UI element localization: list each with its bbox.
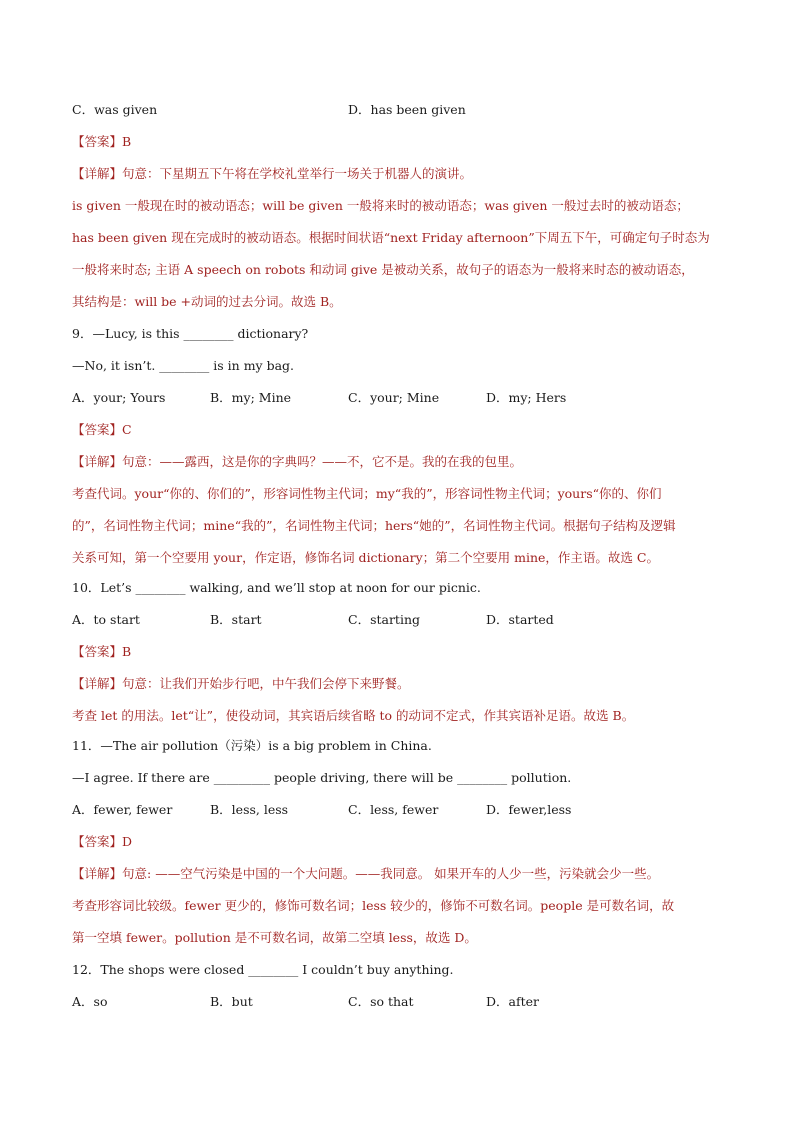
- q9-stem-2: —No, it isn’t. ________ is in my bag.: [72, 358, 295, 373]
- q12-option-b: B．but: [210, 994, 253, 1009]
- q8-option-c: C．was given: [72, 102, 158, 117]
- q11-stem-1: 11．—The air pollution（污染）is a big problem in China.: [72, 738, 432, 753]
- q10-stem-1: 10．Let’s ________ walking, and we’ll stop at noon for our picnic.: [72, 580, 481, 595]
- detail-lead: 句意：下星期五下午将在学校礼堂举行一场关于机器人的演讲。: [122, 166, 473, 181]
- q9-answer: [72, 422, 132, 438]
- q12-option-c: C．so that: [348, 994, 414, 1009]
- q11-stem-2: —I agree. If there are _________ people driving, there will be ________ pollution.: [72, 770, 572, 785]
- q10-option-c: C．starting: [348, 612, 421, 627]
- q11-option-a: A．fewer, fewer: [72, 802, 173, 817]
- q9-stem-1: 9．—Lucy, is this ________ dictionary?: [72, 326, 309, 341]
- answer-value: B: [122, 134, 132, 149]
- detail-tag: 【详解】: [72, 866, 123, 881]
- q10-option-d: D．started: [486, 612, 554, 627]
- q11-expl-line-1: 考查形容词比较级。fewer 更少的，修饰可数名词；less 较少的，修饰不可数名词。people 是可数名词，故: [72, 898, 675, 913]
- answer-tag: 【答案】: [72, 644, 123, 659]
- q10-detail: [72, 676, 410, 692]
- answer-value: C: [122, 422, 132, 437]
- q12-option-a: A．so: [72, 994, 108, 1009]
- q9-expl-line-3: 关系可知，第一个空要用 your，作定语，修饰名词 dictionary；第二个空要用 mine，作主语。故选 C。: [72, 550, 659, 565]
- detail-tag: 【详解】: [72, 454, 123, 469]
- q11-expl-line-2: 第一空填 fewer。pollution 是不可数名词，故第二空填 less，故选 D。: [72, 930, 477, 945]
- answer-tag: 【答案】: [72, 134, 123, 149]
- q12-stem-1: 12．The shops were closed ________ I couldn’t buy anything.: [72, 962, 454, 977]
- q10-expl-line-1: 考查 let 的用法。let“让”，使役动词，其宾语后续省略 to 的动词不定式，作其宾语补足语。故选 B。: [72, 708, 635, 723]
- q11-option-b: B．less, less: [210, 802, 289, 817]
- q11-detail: [72, 866, 659, 882]
- q8-expl-line-2: has been given 现在完成时的被动语态。根据时间状语“next Friday afternoon”下周五下午，可确定句子时态为: [72, 230, 710, 245]
- q9-option-c: C．your; Mine: [348, 390, 440, 405]
- detail-lead: 句意：——露西，这是你的字典吗？——不，它不是。我的在我的包里。: [122, 454, 523, 469]
- detail-tag: 【详解】: [72, 166, 123, 181]
- q9-expl-line-2: 的”，名词性物主代词；mine“我的”，名词性物主代词；hers“她的”，名词性物主代词。根据句子结构及逻辑: [72, 518, 676, 533]
- detail-lead: 句意：让我们开始步行吧，中午我们会停下来野餐。: [122, 676, 410, 691]
- detail-lead: 句意: ——空气污染是中国的一个大问题。——我同意。 如果开车的人少一些，污染就会少一些。: [122, 866, 660, 881]
- q11-answer: [72, 834, 132, 850]
- q12-option-d: D．after: [486, 994, 539, 1009]
- q11-option-c: C．less, fewer: [348, 802, 439, 817]
- q9-option-b: B．my; Mine: [210, 390, 292, 405]
- q8-expl-line-1: is given 一般现在时的被动语态；will be given 一般将来时的被动语态；was given 一般过去时的被动语态；: [72, 198, 689, 213]
- detail-tag: 【详解】: [72, 676, 123, 691]
- q9-detail: [72, 454, 522, 470]
- q10-answer: [72, 644, 131, 660]
- q8-expl-line-3: 一般将来时态; 主语 A speech on robots 和动词 give 是被动关系，故句子的语态为一般将来时态的被动语态，: [72, 262, 694, 277]
- q10-option-a: A．to start: [72, 612, 140, 627]
- answer-tag: 【答案】: [72, 834, 123, 849]
- answer-value: D: [122, 834, 133, 849]
- q10-option-b: B．start: [210, 612, 262, 627]
- q8-answer: [72, 134, 131, 150]
- answer-tag: 【答案】: [72, 422, 123, 437]
- q8-option-d: D．has been given: [348, 102, 466, 117]
- answer-value: B: [122, 644, 132, 659]
- q9-expl-line-1: 考查代词。your“你的、你们的”，形容词性物主代词；my“我的”，形容词性物主代词；yours“你的、你们: [72, 486, 662, 501]
- q8-detail: [72, 166, 472, 182]
- q8-expl-line-4: 其结构是：will be +动词的过去分词。故选 B。: [72, 294, 342, 309]
- q9-option-d: D．my; Hers: [486, 390, 567, 405]
- q9-option-a: A．your; Yours: [72, 390, 166, 405]
- q11-option-d: D．fewer,less: [486, 802, 572, 817]
